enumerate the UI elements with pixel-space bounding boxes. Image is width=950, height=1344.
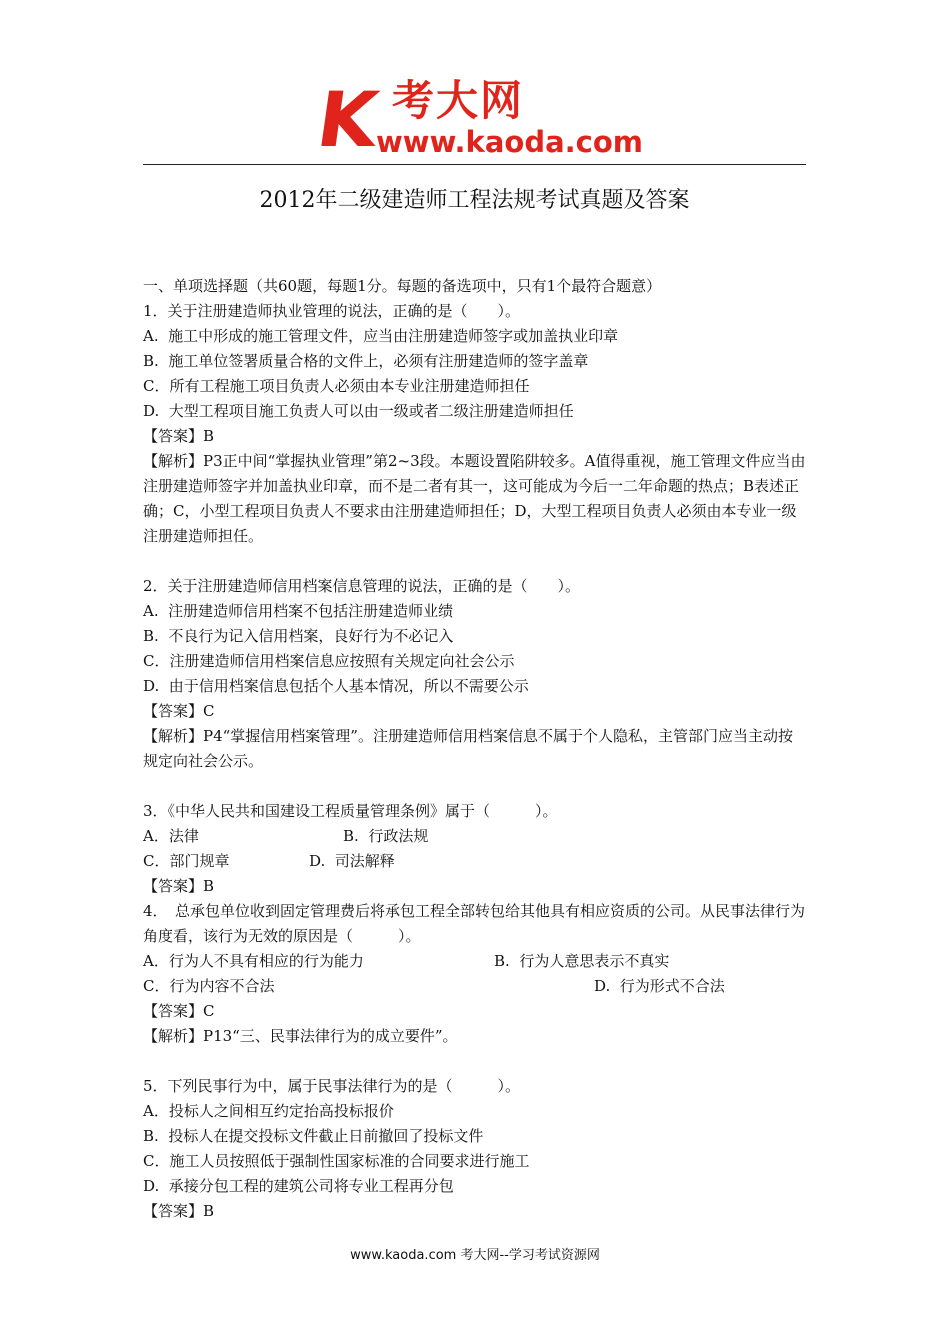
- spacer: [143, 1049, 807, 1074]
- page-footer: www.kaoda.com 考大网--学习考试资源网: [350, 1248, 600, 1263]
- document-title: 2012年二级建造师工程法规考试真题及答案: [259, 188, 690, 213]
- question-2-stem: 2．关于注册建造师信用档案信息管理的说法，正确的是（ ）。: [143, 577, 581, 595]
- question-1-option-d: D. 大型工程项目施工负责人可以由一级或者二级注册建造师担任: [143, 402, 574, 420]
- question-2-analysis: 【解析】P4“掌握信用档案管理”。注册建造师信用档案信息不属于个人隐私，主管部门应当主动按规定向社会公示。: [143, 727, 793, 770]
- question-1-answer: 【答案】B: [143, 427, 215, 445]
- question-4-answer: 【答案】C: [143, 1002, 215, 1020]
- question-5-option-b: B. 投标人在提交投标文件截止日前撤回了投标文件: [143, 1127, 484, 1145]
- header-divider: [143, 164, 806, 165]
- question-3-option-d: D. 司法解释: [309, 852, 395, 870]
- question-2-option-d: D. 由于信用档案信息包括个人基本情况，所以不需要公示: [143, 677, 529, 695]
- question-1-analysis: 【解析】P3正中间“掌握执业管理”第2~3段。本题设置陷阱较多。A值得重视，施工管理文件应当由注册建造师签字并加盖执业印章，而不是二者有其一，这可能成为今后一二年命题的热点；B表述正确；C，小型工程项目负责人不要求由注册建造师担任；D，大型工程项目负责人必须由本专业一级注册建造师担任。: [143, 452, 806, 545]
- logo-chinese-name: 考大网: [392, 76, 525, 125]
- question-3-options-row-1: [143, 824, 807, 849]
- question-3-option-c: C．部门规章: [143, 852, 230, 870]
- question-3-stem: 3．《中华人民共和国建设工程质量管理条例》属于（ ）。: [143, 802, 558, 820]
- question-2-option-b: B. 不良行为记入信用档案，良好行为不必记入: [143, 627, 454, 645]
- logo-url: www.kaoda.com: [376, 125, 643, 159]
- question-1-option-a: A. 施工中形成的施工管理文件，应当由注册建造师签字或加盖执业印章: [143, 327, 619, 345]
- question-5-option-d: D. 承接分包工程的建筑公司将专业工程再分包: [143, 1177, 454, 1195]
- question-4-option-a: A．行为人不具有相应的行为能力: [143, 952, 364, 970]
- question-3-options-row-2: [143, 849, 807, 874]
- question-5-option-a: A．投标人之间相互约定抬高投标报价: [143, 1102, 394, 1120]
- question-3-answer: 【答案】B: [143, 877, 215, 895]
- question-5-option-c: C．施工人员按照低于强制性国家标准的合同要求进行施工: [143, 1152, 530, 1170]
- question-1-option-b: B. 施工单位签署质量合格的文件上，必须有注册建造师的签字盖章: [143, 352, 589, 370]
- kaoda-logo[interactable]: [311, 75, 643, 164]
- question-3-option-b: B. 行政法规: [343, 827, 429, 845]
- question-2-option-c: C．注册建造师信用档案信息应按照有关规定向社会公示: [143, 652, 515, 670]
- question-4-analysis: 【解析】P13“三、民事法律行为的成立要件”。: [143, 1027, 458, 1045]
- document-body: [143, 274, 807, 1224]
- question-4-option-c: C．行为内容不合法: [143, 977, 275, 995]
- question-1-option-c: C．所有工程施工项目负责人必须由本专业注册建造师担任: [143, 377, 530, 395]
- question-5-answer: 【答案】B: [143, 1202, 215, 1220]
- question-4-options-row-1: [143, 949, 807, 974]
- spacer: [143, 549, 807, 574]
- question-2-option-a: A. 注册建造师信用档案不包括注册建造师业绩: [143, 602, 454, 620]
- question-4-option-d: D. 行为形式不合法: [594, 977, 725, 995]
- question-5-stem: 5．下列民事行为中，属于民事法律行为的是（ ）。: [143, 1077, 521, 1095]
- section-heading: 一、单项选择题（共60题，每题1分。每题的备选项中，只有1个最符合题意）: [143, 277, 662, 295]
- question-2-answer: 【答案】C: [143, 702, 215, 720]
- logo-k-mark: K: [311, 75, 384, 164]
- question-4-stem: 4． 总承包单位收到固定管理费后将承包工程全部转包给其他具有相应资质的公司。从民事法律行为角度看，该行为无效的原因是（ ）。: [143, 902, 806, 945]
- spacer: [143, 774, 807, 799]
- question-4-options-row-2: [143, 974, 807, 999]
- question-3-option-a: A．法律: [143, 827, 199, 845]
- question-1-stem: 1．关于注册建造师执业管理的说法，正确的是（ ）。: [143, 302, 521, 320]
- question-4-option-b: B. 行为人意思表示不真实: [494, 952, 670, 970]
